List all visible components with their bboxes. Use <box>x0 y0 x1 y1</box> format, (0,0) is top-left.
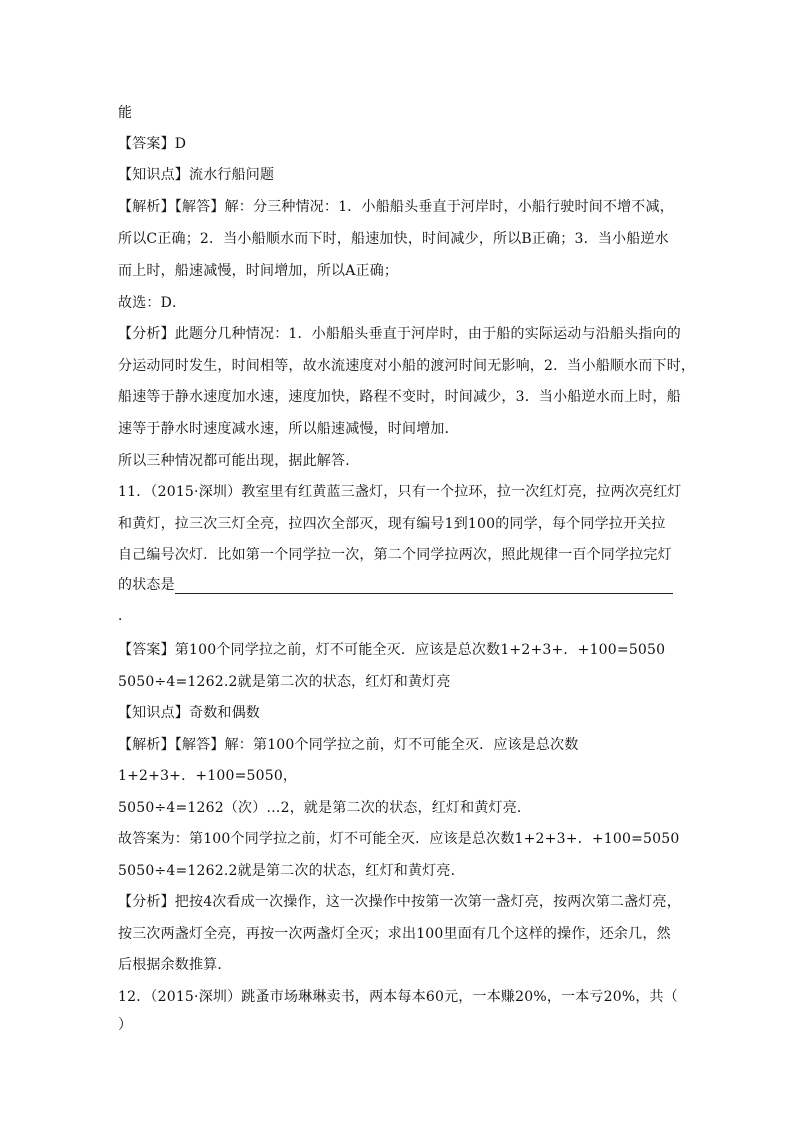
analysis-line: 【分析】此题分几种情况：1．小船船头垂直于河岸时，由于船的实际运动与沿船头指向的 <box>118 326 681 342</box>
text-line: 5050÷4=1262.2就是第二次的状态，红灯和黄灯亮 <box>118 674 451 690</box>
text-line: 所以C正确；2．当小船顺水而下时，船速加快，时间减少，所以B正确；3．当小船逆水 <box>118 231 669 247</box>
analysis-line: 【分析】把按4次看成一次操作，这一次操作中按第一次第一盏灯亮，按两次第二盏灯亮， <box>118 894 681 910</box>
knowledge-point-line: 【知识点】流水行船问题 <box>118 167 275 183</box>
text-line: 5050÷4=1262.2就是第二次的状态，红灯和黄灯亮． <box>118 863 465 879</box>
answer-line: 【答案】D <box>118 136 187 152</box>
question-line: 12．（2015·深圳）跳蚤市场琳琳卖书，两本每本60元，一本赚20%，一本亏20%，共（ <box>118 989 678 1005</box>
answer-blank <box>175 579 673 594</box>
text-line: 按三次两盏灯全亮，再按一次两盏灯全灭；求出100里面有几个这样的操作，还余几，然 <box>118 926 671 942</box>
text-line: 1+2+3+．+100=5050， <box>118 768 298 784</box>
text-line: 而上时，船速减慢，时间增加，所以A正确； <box>118 263 399 279</box>
text-line: 自己编号次灯．比如第一个同学拉一次，第二个同学拉两次，照此规律一百个同学拉完灯 <box>118 547 672 563</box>
answer-line: 【答案】第100个同学拉之前，灯不可能全灭．应该是总次数1+2+3+．+100=5050 <box>118 642 666 658</box>
text-line: 所以三种情况都可能出现，据此解答． <box>118 453 360 469</box>
analysis-line: 【解析】【解答】解：第100个同学拉之前，灯不可能全灭．应该是总次数 <box>118 737 579 753</box>
question-line: 11．（2015·深圳）教室里有红黄蓝三盏灯，只有一个拉环，拉一次红灯亮，拉两次亮红灯 <box>118 484 682 500</box>
text-line: 故答案为：第100个同学拉之前，灯不可能全灭．应该是总次数1+2+3+．+100=5050 <box>118 831 680 847</box>
text-line: 船速等于静水速度加水速，速度加快，路程不变时，时间减少，3．当小船逆水而上时，船 <box>118 389 681 405</box>
text-line: 能 <box>118 105 133 121</box>
text-line: 速等于静水时速度减水速，所以船速减慢，时间增加． <box>118 421 459 437</box>
text-line: 故选：D． <box>118 295 187 311</box>
text-line: ． <box>118 608 133 624</box>
blank-line <box>118 576 673 594</box>
blank-prefix: 的状态是 <box>118 577 175 593</box>
text-line: 分运动同时发生，时间相等，故水流速度对小船的渡河时间无影响，2．当小船顺水而下时， <box>118 358 696 374</box>
analysis-line: 【解析】【解答】解：分三种情况：1．小船船头垂直于河岸时，小船行驶时间不增不减， <box>118 199 674 215</box>
text-line: 后根据余数推算． <box>118 957 232 973</box>
text-line: 和黄灯，拉三次三灯全亮，拉四次全部灭，现有编号1到100的同学，每个同学拉开关拉 <box>118 516 666 532</box>
text-line: 5050÷4=1262（次）…2，就是第二次的状态，红灯和黄灯亮． <box>118 800 532 816</box>
knowledge-point-line: 【知识点】奇数和偶数 <box>118 705 260 721</box>
text-line: ） <box>118 1017 133 1033</box>
